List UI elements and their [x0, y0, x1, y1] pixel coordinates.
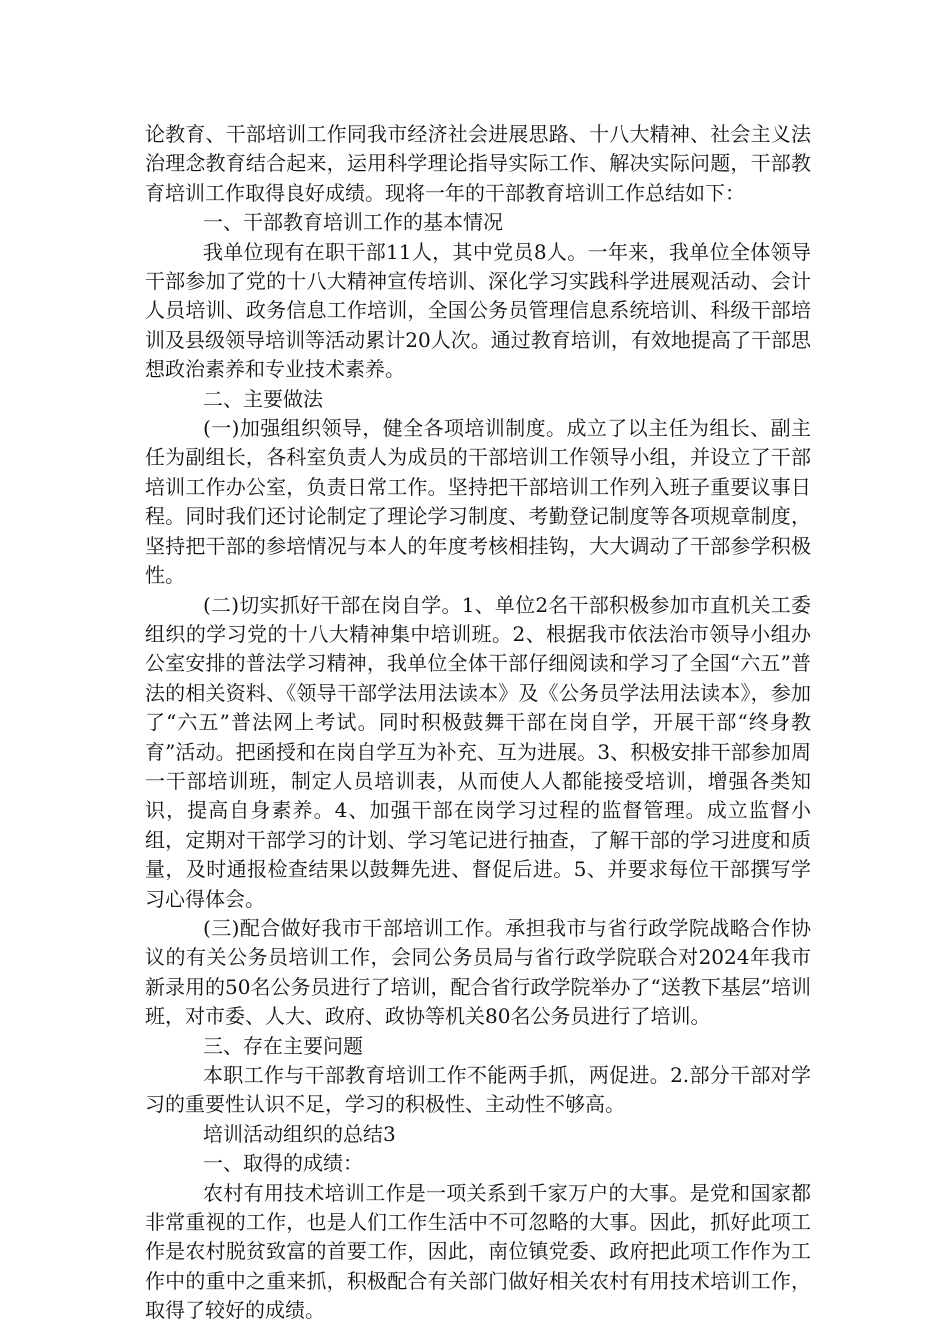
document-page [145, 120, 811, 1326]
body-paragraph: (一)加强组织领导，健全各项培训制度。成立了以主任为组长、副主任为副组长，各科室负责人为成员的干部培训工作领导小组，并设立了干部培训工作办公室，负责日常工作。坚持把干部培训工作列入班子重要议事日程。同时我们还讨论制定了理论学习制度、考勤登记制度等各项规章制度，坚持把干部的参培情况与本人的年度考核相挂钩，大大调动了干部参学积极性。 [145, 416, 811, 588]
section-heading: 一、干部教育培训工作的基本情况 [203, 210, 503, 235]
body-paragraph: 本职工作与干部教育培训工作不能两手抓，两促进。2.部分干部对学习的重要性认识不足，学习的积极性、主动性不够高。 [145, 1063, 811, 1117]
section-heading: 三、存在主要问题 [203, 1033, 363, 1058]
body-paragraph: (二)切实抓好干部在岗自学。1、单位2名干部积极参加市直机关工委组织的学习党的十八大精神集中培训班。2、根据我市依法治市领导小组办公室安排的普法学习精神，我单位全体干部仔细阅读和学习了全国“六五”普法的相关资料、《领导干部学法用法读本》及《公务员学法用法读本》，参加了“六五”普法网上考试。同时积极鼓舞干部在岗自学，开展干部“终身教育”活动。把函授和在岗自学互为补充、互为进展。3、积极安排干部参加周一干部培训班，制定人员培训表，从而使人人都能接受培训，增强各类知识，提高自身素养。4、加强干部在岗学习过程的监督管理。成立监督小组，定期对干部学习的计划、学习笔记进行抽查，了解干部的学习进度和质量，及时通报检查结果以鼓舞先进、督促后进。5、并要求每位干部撰写学习心得体会。 [145, 592, 811, 911]
body-paragraph: 论教育、干部培训工作同我市经济社会进展思路、十八大精神、社会主义法治理念教育结合起来，运用科学理论指导实际工作、解决实际问题，干部教育培训工作取得良好成绩。现将一年的干部教育培训工作总结如下： [145, 122, 811, 205]
section-heading: 二、主要做法 [203, 386, 323, 411]
body-paragraph: 我单位现有在职干部11人，其中党员8人。一年来，我单位全体领导干部参加了党的十八大精神宣传培训、深化学习实践科学进展观活动、会计人员培训、政务信息工作培训，全国公务员管理信息系统培训、科级干部培训及县级领导培训等活动累计20人次。通过教育培训，有效地提高了干部思想政治素养和专业技术素养。 [145, 239, 811, 382]
body-paragraph: 农村有用技术培训工作是一项关系到千家万户的大事。是党和国家都非常重视的工作，也是人们工作生活中不可忽略的大事。因此，抓好此项工作是农村脱贫致富的首要工作，因此，南位镇党委、政府把此项工作作为工作中的重中之重来抓，积极配合有关部门做好相关农村有用技术培训工作，取得了较好的成绩。 [145, 1180, 811, 1323]
subsection-title: 培训活动组织的总结3 [203, 1121, 396, 1146]
section-heading: 一、取得的成绩： [203, 1151, 363, 1176]
body-paragraph: (三)配合做好我市干部培训工作。承担我市与省行政学院战略合作协议的有关公务员培训工作，会同公务员局与省行政学院联合对2024年我市新录用的50名公务员进行了培训，配合省行政学院举办了“送教下基层”培训班，对市委、人大、政府、政协等机关80名公务员进行了培训。 [145, 915, 811, 1029]
